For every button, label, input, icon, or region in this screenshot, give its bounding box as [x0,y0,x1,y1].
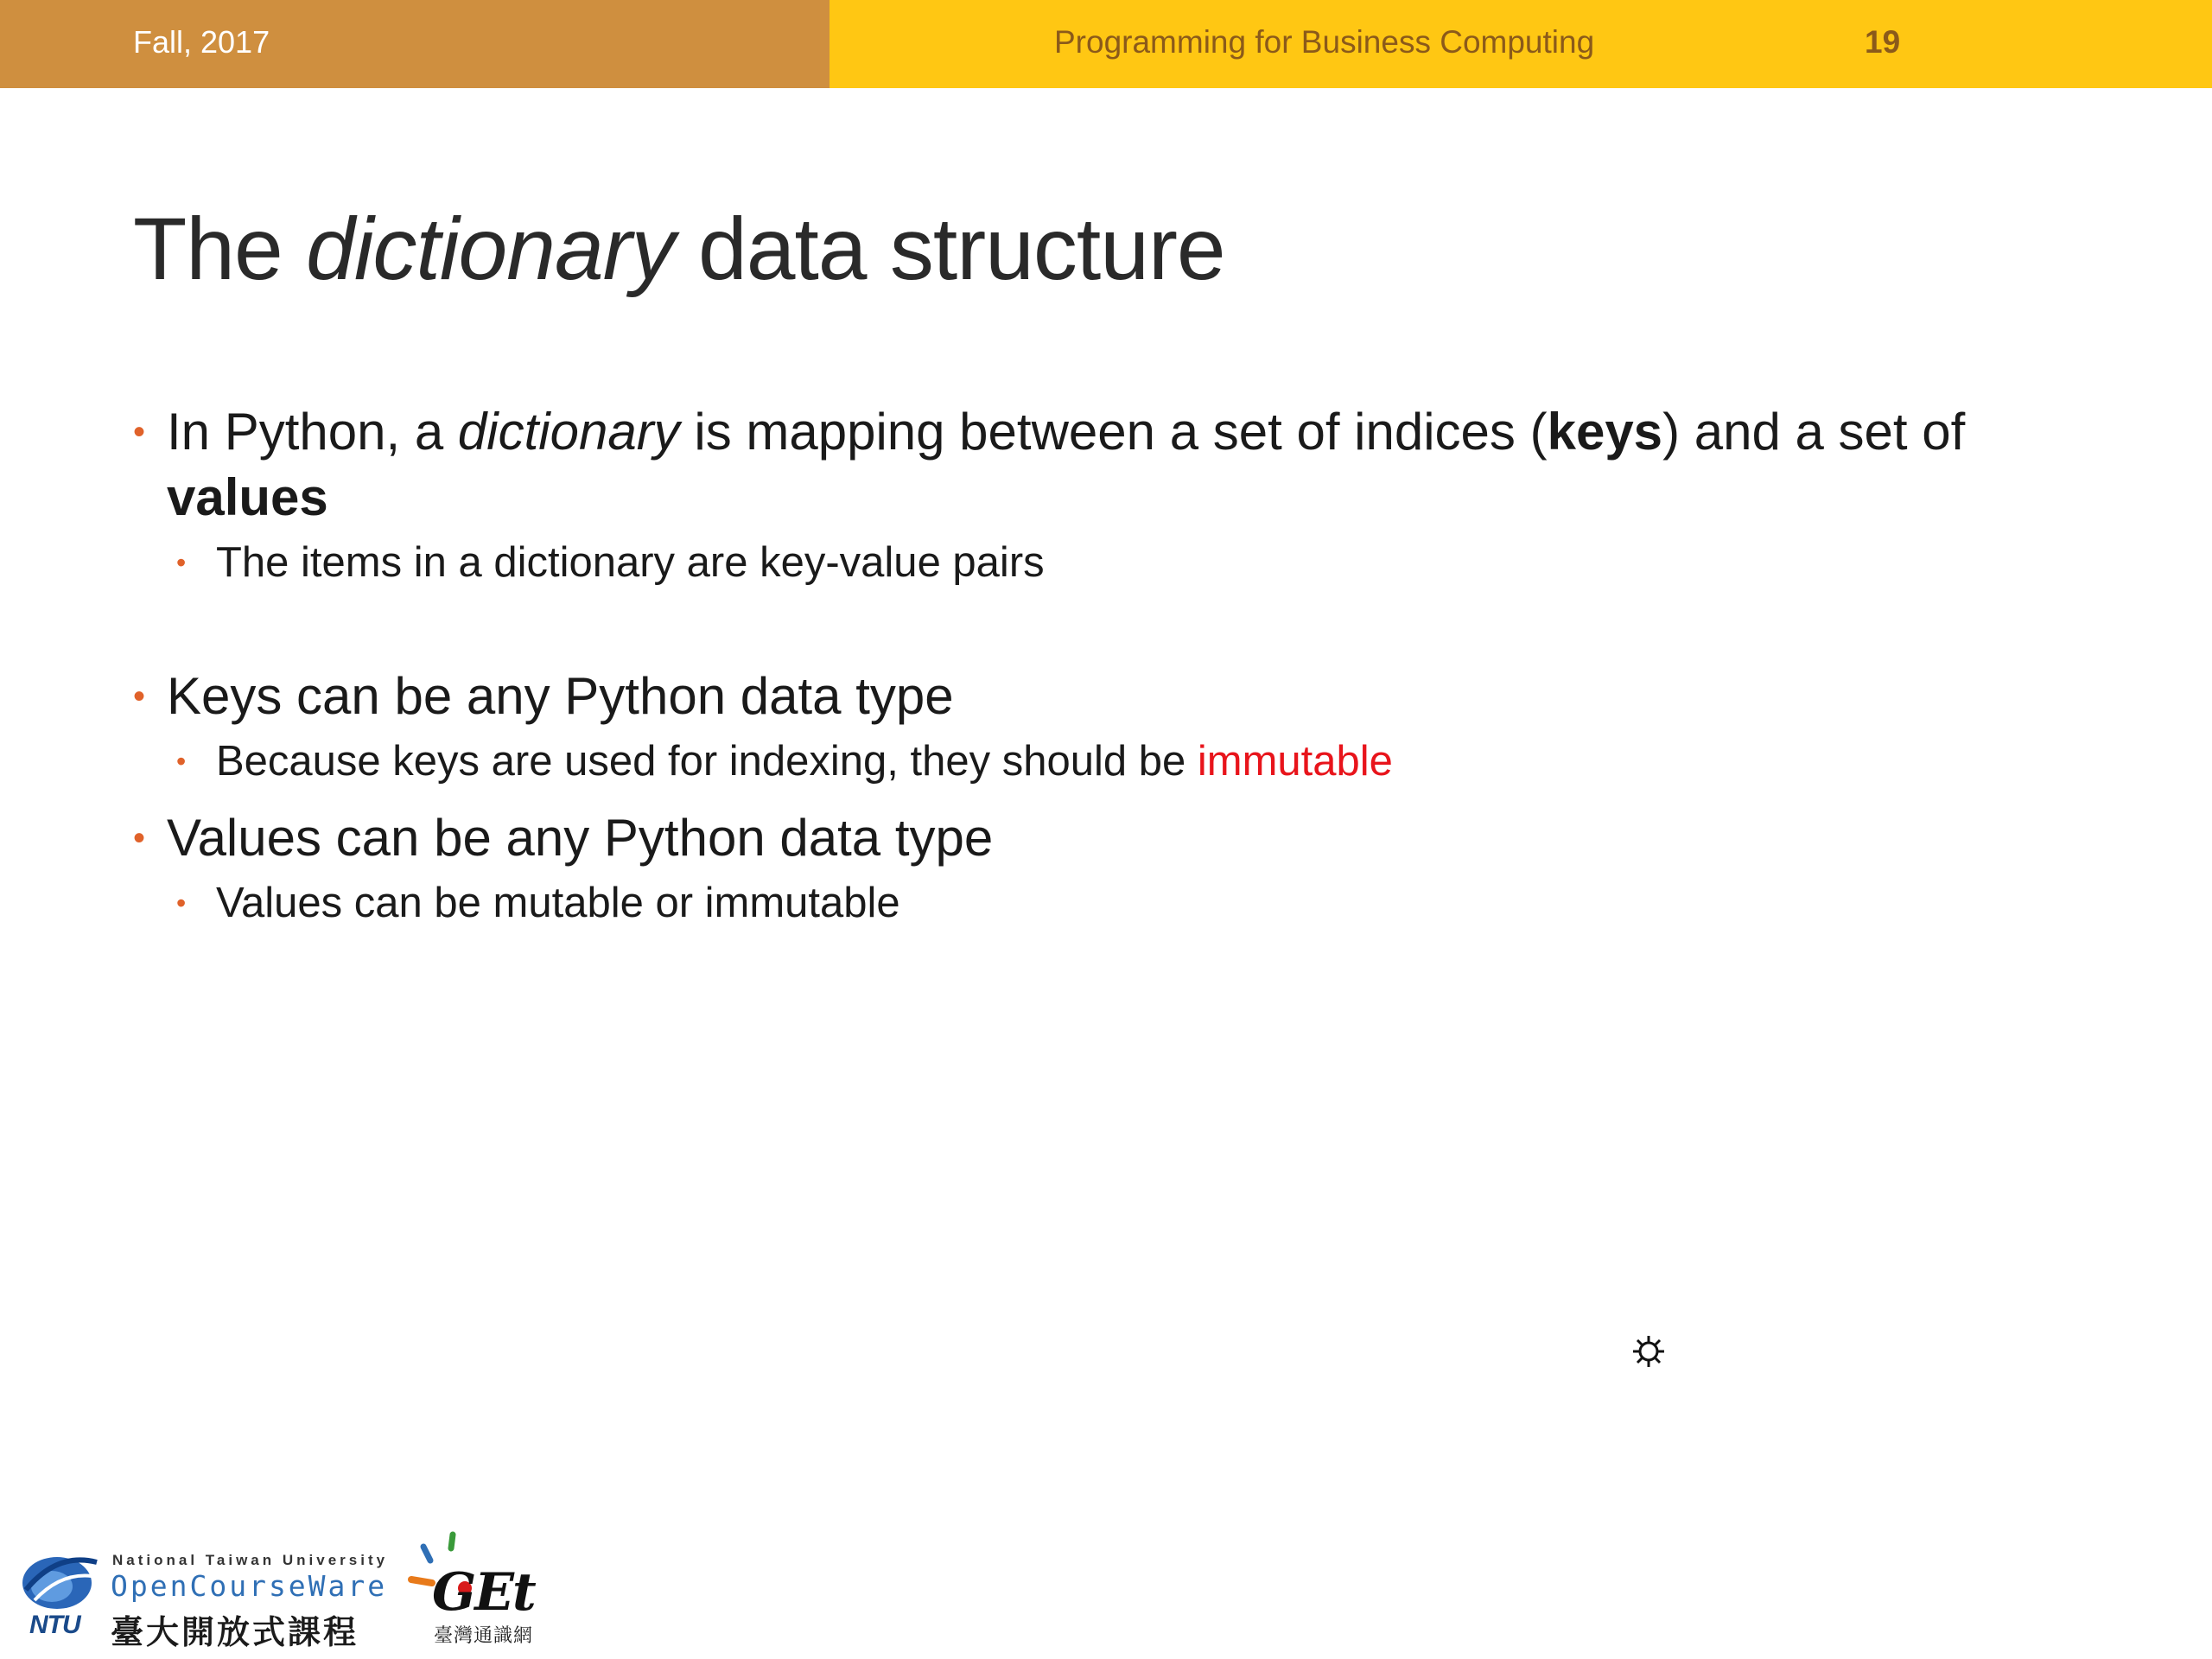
subbullet-text: The items in a dictionary are key-value pairs [216,539,1045,586]
footer-logos [17,1528,553,1650]
slide-page-number: 19 [1865,24,1901,60]
bullet-dot: • [176,746,187,777]
title-part-1: The [133,200,307,298]
get-chinese-name: 臺灣通識網 [434,1624,534,1646]
slide-header [0,0,2212,88]
subbullet-key-value-pairs [176,536,2086,589]
bullet-dot: • [176,547,187,578]
bullet-text-1c: is mapping between a set of indices ( [679,403,1548,461]
header-date: Fall, 2017 [133,24,270,60]
ntu-opencourseware: OpenCourseWare [111,1569,388,1603]
title-emphasis: dictionary [306,200,675,298]
bullet-text-1e: ) and a set of [1662,403,1966,461]
slide-body [133,399,2086,930]
bullet-text-1d: keys [1547,403,1663,461]
bullet-text-1a: In Python, a [167,403,458,461]
bullet-dot: • [133,413,146,451]
bullet-text-1b: dictionary [457,403,680,461]
bullet-values-type [133,805,2086,871]
bullet-text: Keys can be any Python data type [167,667,954,725]
slide-title [133,199,1225,300]
subbullet-keys-immutable [176,734,2086,788]
gear-icon[interactable] [1628,1331,1669,1372]
header-course-title: Programming for Business Computing [1054,24,1595,60]
bullet-keys-type [133,664,2086,729]
ntu-abbr: NTU [29,1611,80,1639]
bullet-text-1f: values [167,468,328,526]
bullet-text: Values can be any Python data type [167,809,994,867]
get-logo-text: GEt [432,1562,535,1623]
ntu-university-name: National Taiwan University [112,1552,389,1568]
ntu-globe-icon [17,1547,104,1616]
subbullet-text: Values can be mutable or immutable [216,880,900,926]
bullet-dot: • [133,819,146,857]
bullet-dot: • [133,677,146,715]
subbullet-values-mutable [176,876,2086,930]
subbullet-text: Because keys are used for indexing, they should be [216,738,1198,785]
title-part-3: data structure [674,200,1225,298]
header-left-band [0,0,830,88]
immutable-highlight: immutable [1197,738,1393,785]
ntu-chinese-name: 臺大開放式課程 [111,1612,359,1651]
bullet-dot: • [176,887,187,918]
bullet-dictionary-definition [133,399,2086,531]
